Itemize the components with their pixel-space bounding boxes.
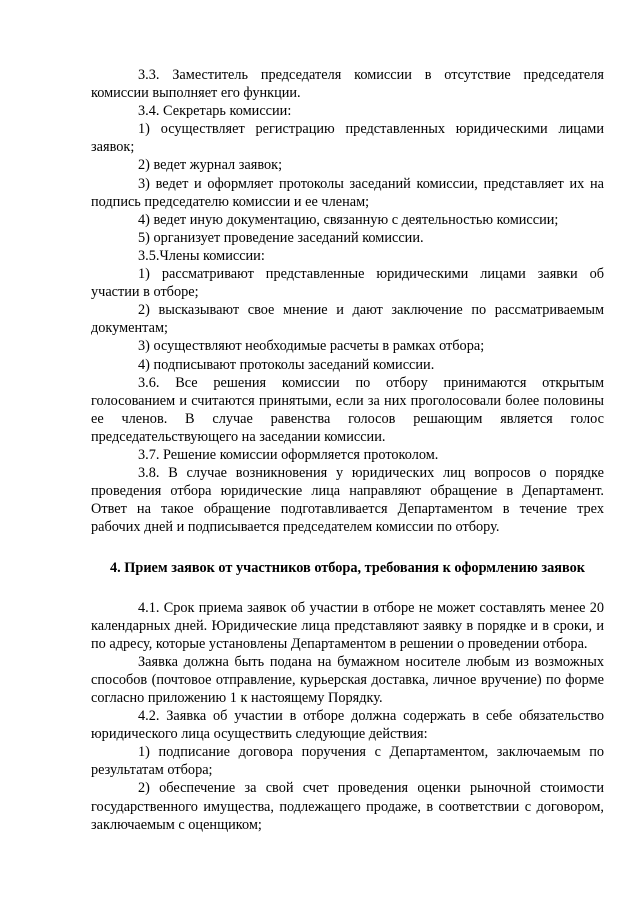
list-item: 4) подписывают протоколы заседаний комиссии.	[138, 356, 435, 373]
paragraph-3-7: 3.7. Решение комиссии оформляется протоколом.	[138, 446, 439, 463]
list-item: 1) рассматривают представленные юридическими лицами заявки об участии в отборе;	[91, 266, 604, 301]
list-item: 5) организует проведение заседаний комиссии.	[138, 229, 424, 246]
paragraph-3-6: 3.6. Все решения комиссии по отбору принимаются открытым голосованием и считаются принятыми, если за них проголосовали более половины ее членов. В случае равенства голосов решающим является голос председательствующего на заседании комиссии.	[91, 374, 604, 445]
list-item: 2) высказывают свое мнение и дают заключение по рассматриваемым документам;	[91, 302, 604, 337]
paragraph-3-4: 3.4. Секретарь комиссии:	[138, 103, 292, 120]
list-item: 1) осуществляет регистрацию представленных юридическими лицами заявок;	[91, 121, 604, 156]
paragraph-4-2: 4.2. Заявка об участии в отборе должна содержать в себе обязательство юридического лица осуществить следующие действия:	[91, 708, 604, 743]
list-item: 4) ведет иную документацию, связанную с деятельностью комиссии;	[138, 211, 559, 228]
paragraph-application-form: Заявка должна быть подана на бумажном носителе любым из возможных способов (почтовое отправление, курьерская доставка, личное вручение) по форме согласно приложению 1 к настоящему Порядку.	[91, 653, 604, 706]
list-item: 2) обеспечение за свой счет проведения оценки рыночной стоимости государственного имущества, подлежащего продаже, в соответствии с договором, заключаемым с оценщиком;	[91, 780, 604, 833]
paragraph-4-1: 4.1. Срок приема заявок об участии в отборе не может составлять менее 20 календарных дней. Юридические лица представляют заявку в порядке и в сроки, и по адресу, которые установлены Департаментом в решении о проведении отбора.	[91, 599, 604, 652]
section-heading: 4. Прием заявок от участников отбора, требования к оформлению заявок	[109, 560, 586, 577]
list-item: 3) ведет и оформляет протоколы заседаний комиссии, представляет их на подпись председателю комиссии и ее членам;	[91, 175, 604, 210]
paragraph-3-3: 3.3. Заместитель председателя комиссии в отсутствие председателя комиссии выполняет его функции.	[91, 67, 604, 102]
list-item: 1) подписание договора поручения с Департаментом, заключаемым по результатам отбора;	[91, 744, 604, 779]
list-item: 2) ведет журнал заявок;	[138, 157, 283, 174]
paragraph-3-8: 3.8. В случае возникновения у юридических лиц вопросов о порядке проведения отбора юридические лица направляют обращение в Департамент. Ответ на такое обращение подготавливается Департаментом в течение трех рабочих дней и подписывается председателем комиссии по отбору.	[91, 465, 604, 536]
list-item: 3) осуществляют необходимые расчеты в рамках отбора;	[138, 338, 485, 355]
paragraph-3-5: 3.5.Члены комиссии:	[138, 247, 265, 264]
